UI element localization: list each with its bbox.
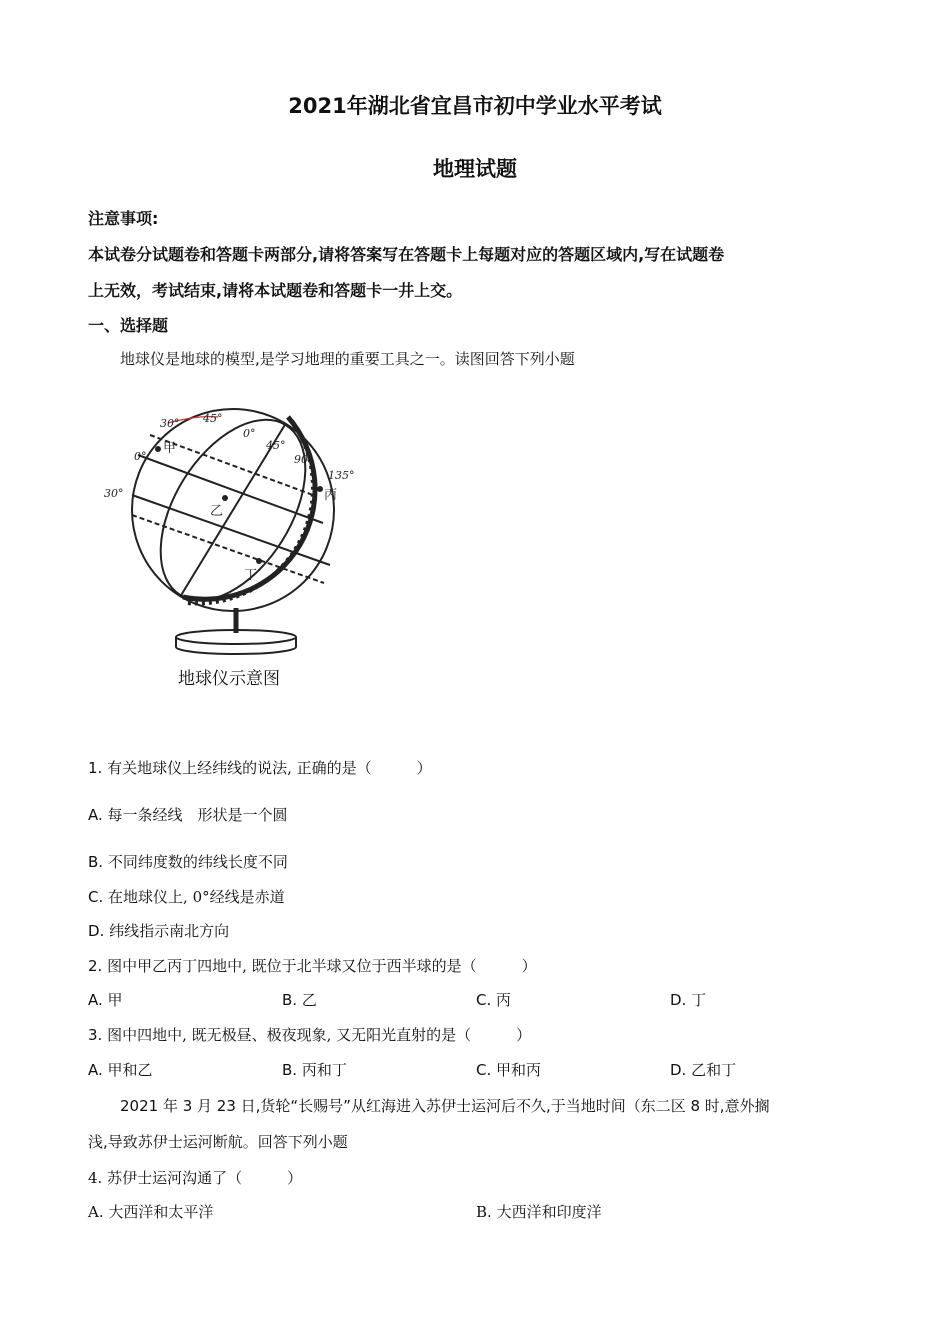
- page-subtitle: 地理试题: [433, 157, 517, 181]
- section-heading: 一、选择题: [88, 316, 169, 335]
- notice-line-1: 本试卷分试题卷和答题卡两部分,请将答案写在答题卡上每题对应的答题区域内,写在试题卷: [88, 245, 725, 264]
- figure-caption: 地球仪示意图: [178, 669, 280, 689]
- intro-paragraph: 地球仪是地球的模型,是学习地理的重要工具之一。读图回答下列小题: [120, 350, 575, 368]
- question-4-stem: 苏伊士运河沟通了（ ）: [107, 1169, 303, 1187]
- question-4-number: 4.: [88, 1169, 103, 1187]
- notice-heading: 注意事项:: [88, 209, 159, 228]
- q1-option-a[interactable]: A. 每一条经线 形状是一个圆: [88, 806, 288, 824]
- label-ding: 丁: [244, 568, 258, 583]
- q3-option-a[interactable]: A. 甲和乙: [88, 1061, 153, 1079]
- label-45-top: 45°: [203, 412, 223, 425]
- label-0-left: 0°: [134, 450, 147, 463]
- label-135: 135°: [328, 469, 355, 482]
- question-4: [88, 1167, 302, 1188]
- q1-option-b[interactable]: B. 不同纬度数的纬线长度不同: [88, 853, 288, 871]
- q2-option-c[interactable]: C. 丙: [476, 991, 512, 1009]
- q3-option-d[interactable]: D. 乙和丁: [670, 1061, 737, 1079]
- globe-figure: [98, 405, 378, 695]
- question-1-stem: 有关地球仪上经纬线的说法, 正确的是（ ）: [107, 759, 432, 777]
- point-yi: [222, 495, 228, 501]
- q1-option-d[interactable]: D. 纬线指示南北方向: [88, 922, 230, 940]
- label-90: 90°: [294, 453, 314, 466]
- globe-base-side: [176, 637, 296, 654]
- label-yi: 乙: [210, 504, 224, 519]
- point-ding: [256, 558, 262, 564]
- question-2-stem: 图中甲乙丙丁四地中, 既位于北半球又位于西半球的是（ ）: [107, 957, 537, 975]
- question-3-number: 3.: [88, 1026, 103, 1044]
- notice-line-2: 上无效，考试结束,请将本试题卷和答题卡一井上交。: [88, 281, 463, 300]
- q2-option-b[interactable]: B. 乙: [282, 991, 317, 1009]
- q2-option-a[interactable]: A. 甲: [88, 991, 123, 1009]
- q2-option-d[interactable]: D. 丁: [670, 991, 707, 1009]
- label-30-left: 30°: [104, 487, 124, 500]
- label-45-mid: 45°: [266, 439, 286, 452]
- label-0-top: 0°: [243, 427, 256, 440]
- point-jia: [155, 446, 161, 452]
- intro-2-line-1: 2021 年 3 月 23 日,货轮“长赐号”从红海进入苏伊士运河后不久,于当地时间（东二区 8 时,意外搁: [120, 1097, 770, 1115]
- question-2: [88, 955, 537, 976]
- question-1-number: 1.: [88, 759, 103, 777]
- question-3-stem: 图中四地中, 既无极昼、极夜现象, 又无阳光直射的是（ ）: [107, 1026, 532, 1044]
- label-bing: 丙: [324, 488, 338, 503]
- question-1: [88, 757, 432, 778]
- question-3: [88, 1024, 531, 1045]
- q3-option-c[interactable]: C. 甲和丙: [476, 1061, 542, 1079]
- q3-option-b[interactable]: B. 丙和丁: [282, 1061, 347, 1079]
- label-jia: 甲: [163, 441, 177, 456]
- question-2-number: 2.: [88, 957, 103, 975]
- page-title: 2021年湖北省宜昌市初中学业水平考试: [288, 94, 662, 118]
- q4-option-b[interactable]: B. 大西洋和印度洋: [476, 1203, 602, 1221]
- label-30-top: 30°: [160, 417, 180, 430]
- q1-option-c[interactable]: C. 在地球仪上, 0°经线是赤道: [88, 888, 285, 906]
- point-bing: [317, 486, 323, 492]
- intro-2-line-2: 浅,导致苏伊士运河断航。回答下列小题: [88, 1133, 348, 1151]
- q4-option-a[interactable]: A. 大西洋和太平洋: [88, 1203, 214, 1221]
